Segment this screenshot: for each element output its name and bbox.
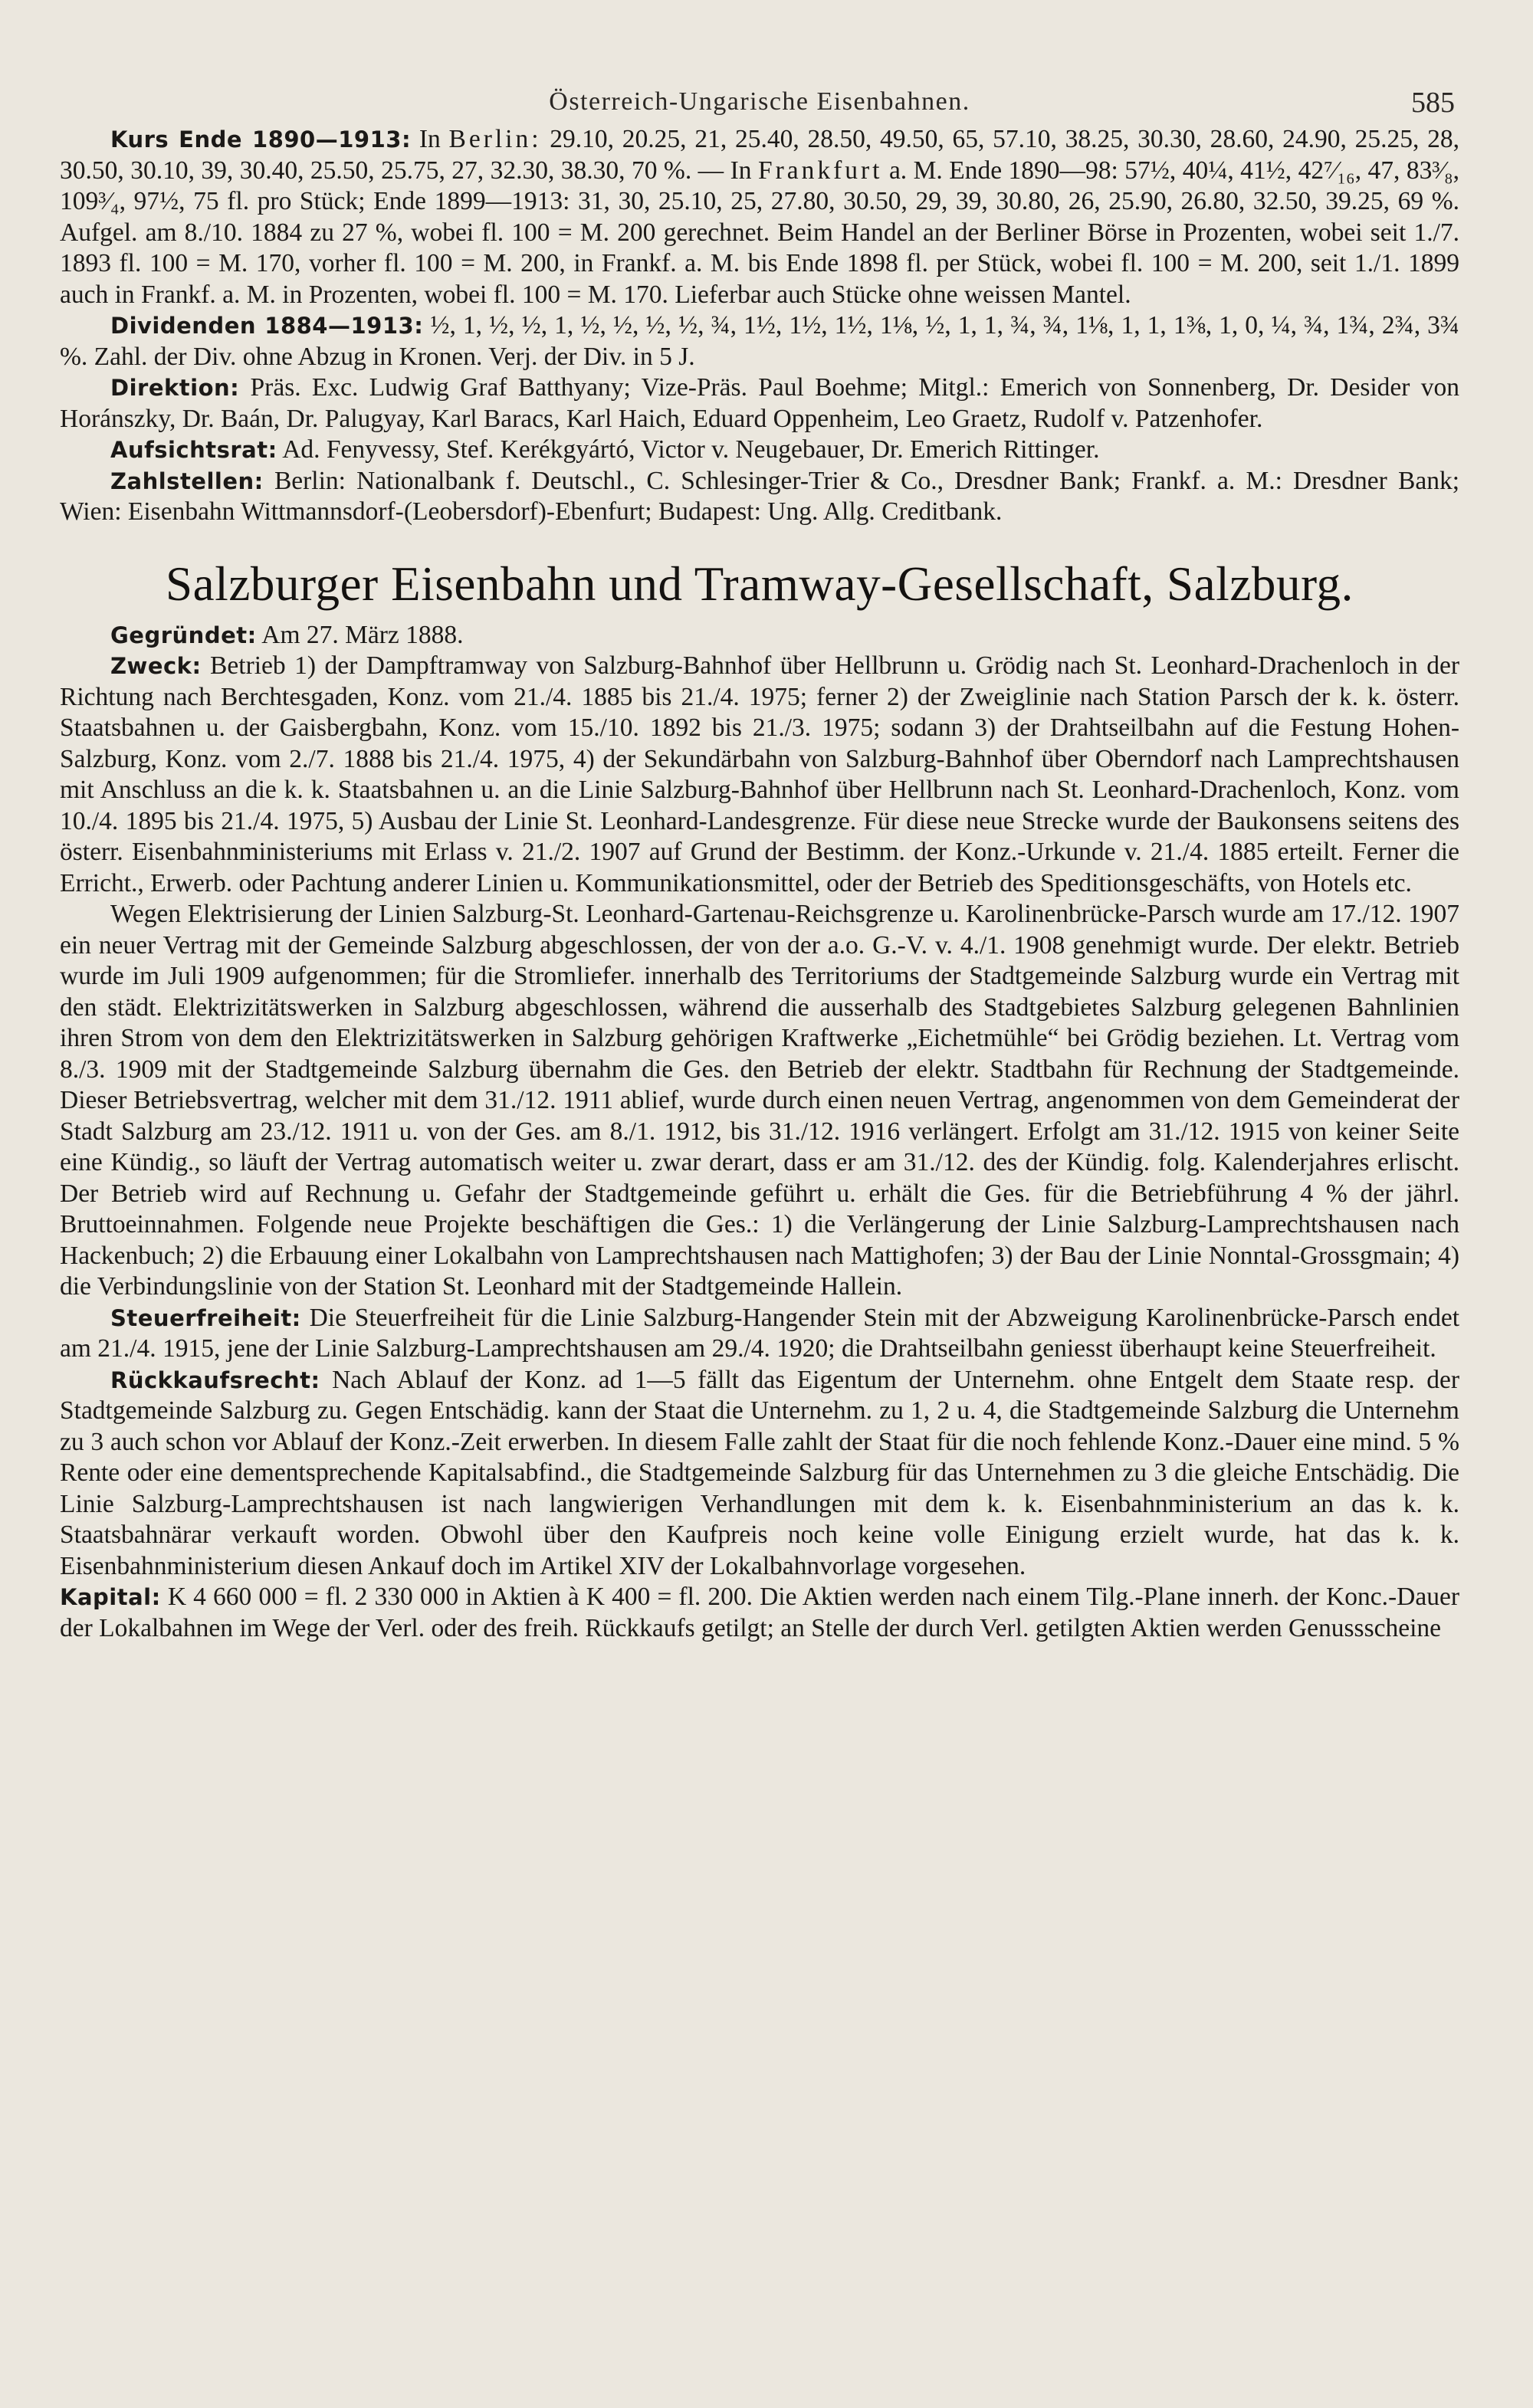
gegruendet-label: Gegründet: [110,622,257,648]
kapital-paragraph [60,1582,1459,1644]
page-number: 585 [1411,87,1455,119]
gegruendet-text: Am 27. März 1888. [261,620,464,649]
kurs-frankfurt: Frankfurt [757,156,883,185]
aufsichtsrat-paragraph [60,435,1459,466]
dividenden-text: ½, 1, ½, ½, 1, ½, ½, ½, ½, ¾, 1½, 1½, 1½, 1⅛, ½, 1, 1, ¾, ¾, 1⅛, 1, 1, 1⅜, 1, 0, ¼, ¾, 1¾, 2¾, 3¾ %. Zahl. der Div. ohne Abzug in Kronen. Verj. der Div. in 5 J. [60,311,1460,371]
kapital-label: Kapital: [60,1584,161,1610]
direktion-label: Direktion: [110,375,240,401]
dividenden-label: Dividenden 1884—1913: [110,313,424,339]
steuerfreiheit-text: Die Steuerfreiheit für die Linie Salzburg-Hangender Stein mit der Abzweigung Karolinenbrücke-Parsch endet am 21./4. 1915, jene der Linie Salzburg-Lamprechtshausen am 29./4. 1920; die Drahtseilbahn geniesst überhaupt keine Steuerfreiheit. [60,1303,1459,1363]
kurs-label: Kurs Ende 1890—1913: [110,126,412,153]
previous-company-section [60,124,1459,528]
kapital-text: K 4 660 000 = fl. 2 330 000 in Aktien à K 400 = fl. 200. Die Aktien werden nach einem Tilg.-Plane innerh. der Konc.-Dauer der Lokalbahnen im Wege der Verl. oder des freih. Rückkaufs getilgt; an Stelle der durch Verl. getilgten Aktien werden Genussscheine [60,1583,1459,1642]
elektrisierung-paragraph: Wegen Elektrisierung der Linien Salzburg-St. Leonhard-Gartenau-Reichsgrenze u. Karolinenbrücke-Parsch wurde am 17./12. 1907 ein neuer Vertrag mit der Gemeinde Salzburg abgeschlossen, der von der a.o. G.-V. v. 4./1. 1908 genehmigt wurde. Der elektr. Betrieb wurde im Juli 1909 aufgenommen; für die Stromliefer. innerhalb des Territoriums der Stadtgemeinde Salzburg wurde ein Vertrag mit den städt. Elektrizitätswerken in Salzburg abgeschlossen, während die ausserhalb des Stadtgebietes Salzburg gelegenen Bahnlinien ihren Strom von dem den Elektrizitätswerken in Salzburg gehörigen Kraftwerke „Eichetmühle“ bei Grödig beziehen. Lt. Vertrag vom 8./3. 1909 mit der Stadtgemeinde Salzburg übernahm die Ges. den Betrieb der elektr. Stadtbahn für Rechnung der Stadtgemeinde. Dieser Betriebsvertrag, welcher mit dem 31./12. 1911 ablief, wurde durch einen neuen Vertrag, angenommen von dem Gemeinderat der Stadt Salzburg am 23./12. 1911 u. von der Ges. am 8./1. 1912, bis 31./12. 1916 verlängert. Erfolgt am 31./12. 1915 von keiner Seite eine Kündig., so läuft der Vertrag automatisch weiter u. zwar derart, dass er am 31./12. des der Kündig. folg. Kalenderjahres erlischt. Der Betrieb wird auf Rechnung u. Gefahr der Stadtgemeinde geführt u. erhält die Ges. für die Betriebführung 4 % der jährl. Bruttoeinnahmen. Folgende neue Projekte beschäftigen die Ges.: 1) die Verlängerung der Linie Salzburg-Lamprechtshausen nach Hackenbuch; 2) die Erbauung einer Lokalbahn von Lamprechtshausen nach Mattighofen; 3) der Bau der Linie Nonntal-Grossgmain; 4) die Verbindungslinie von der Station St. Leonhard mit der Stadtgemeinde Hallein. [60,900,1459,1301]
company-section [60,620,1459,1645]
kurs-text-c: a. M. Ende 1890—98: 57½, 40¼, 41½, 42⁷⁄₁₆, 47, 83³⁄₈, 109³⁄₄, 97½, 75 fl. pro Stück; Ende 1899—1913: 31, 30, 25.10, 25, 27.80, 30.50, 29, 39, 30.80, 26, 25.90, 26.80, 32.50, 39.25, 69 %. Aufgel. am 8./10. 1884 zu 27 %, wobei fl. 100 = M. 200 gerechnet. Beim Handel an der Berliner Börse in Prozenten, wobei seit 1./7. 1893 fl. 100 = M. 170, vorher fl. 100 = M. 200, in Frankf. a. M. bis Ende 1898 fl. per Stück, wobei fl. 100 = M. 200, seit 1./1. 1899 auch in Frankf. a. M. in Prozenten, wobei fl. 100 = M. 170. Lieferbar auch Stücke ohne weissen Mantel. [60,156,1460,309]
zahlstellen-paragraph [60,466,1459,528]
zweck-text: Betrieb 1) der Dampftramway von Salzburg-Bahnhof über Hellbrunn u. Grödig nach St. Leonhard-Drachenloch in der Richtung nach Berchtesgaden, Konz. vom 21./4. 1885 bis 21./4. 1975; ferner 2) der Zweiglinie nach Station Parsch der k. k. österr. Staatsbahnen u. der Gaisbergbahn, Konz. vom 15./10. 1892 bis 21./3. 1975; sodann 3) der Drahtseilbahn auf die Festung Hohen-Salzburg, Konz. vom 2./7. 1888 bis 21./4. 1975, 4) der Sekundärbahn von Salzburg-Bahnhof über Oberndorf nach Lamprechtshausen mit Anschluss an die k. k. Staatsbahnen u. an die Linie Salzburg-Bahnhof über Hellbrunn nach St. Leonhard-Drachenloch, Konz. vom 10./4. 1895 bis 21./4. 1975, 5) Ausbau der Linie St. Leonhard-Landesgrenze. Für diese neue Strecke wurde der Baukonsens seitens des österr. Eisenbahnministeriums mit Erlass v. 21./2. 1907 auf Grund der Bestimm. der Konz.-Urkunde v. 21./4. 1885 erteilt. Ferner die Erricht., Erwerb. oder Pachtung anderer Linien u. Kommunikationsmittel, oder der Betrieb des Speditionsgeschäfts, von Hotels etc. [60,651,1459,897]
rueckkaufsrecht-paragraph [60,1365,1459,1583]
direktion-text: Präs. Exc. Ludwig Graf Batthyany; Vize-Präs. Paul Boehme; Mitgl.: Emerich von Sonnenberg, Dr. Desider von Horánszky, Dr. Baán, Dr. Palugyay, Karl Baracs, Karl Haich, Eduard Oppenheim, Leo Graetz, Rudolf v. Patzenhofer. [60,373,1459,433]
zweck-label: Zweck: [110,653,202,679]
gegruendet-paragraph [60,620,1459,651]
aufsichtsrat-label: Aufsichtsrat: [110,437,277,463]
company-title: Salzburger Eisenbahn und Tramway-Gesellschaft, Salzburg. [166,556,1354,611]
kurs-text-a: In [419,125,441,153]
zahlstellen-text: Berlin: Nationalbank f. Deutschl., C. Schlesinger-Trier & Co., Dresdner Bank; Frankf. a. M.: Dresdner Bank; Wien: Eisenbahn Wittmannsdorf-(Leobersdorf)-Ebenfurt; Budapest: Ung. Allg. Creditbank. [60,466,1459,526]
direktion-paragraph [60,372,1459,435]
rueckkaufsrecht-label: Rückkaufsrecht: [110,1366,320,1393]
running-title: Österreich-Ungarische Eisenbahnen. [549,87,970,116]
kurs-paragraph [60,124,1459,310]
kurs-text-b: 29.10, 20.25, 21, 25.40, 28.50, 49.50, 65, 57.10, 38.25, 30.30, 28.60, 24.90, 25.25, 28, 30.50, 30.10, 39, 30.40, 25.50, 25.75, 27, 32.30, 38.30, 70 %. — In [60,125,1460,185]
running-header [60,71,1459,124]
dividenden-paragraph [60,310,1459,372]
rueckkaufsrecht-text: Nach Ablauf der Konz. ad 1—5 fällt das Eigentum der Unternehm. ohne Entgelt dem Staate resp. der Stadtgemeinde Salzburg zu. Gegen Entschädig. kann der Staat die Unternehm. zu 1, 2 u. 4, die Stadtgemeinde Salzburg die Unternehm zu 3 auch schon vor Ablauf der Konz.-Zeit erwerben. In diesem Falle zahlt der Staat für die noch fehlende Konz.-Dauer eine mind. 5 % Rente oder eine dementsprechende Kapitalsabfind., die Stadtgemeinde Salzburg für das Unternehmen zu 3 die gleiche Entschädig. Die Linie Salzburg-Lamprechtshausen ist nach langwierigen Verhandlungen mit dem k. k. Eisenbahnministerium an das k. k. Staatsbahnärar verkauft worden. Obwohl über den Kaufpreis noch keine volle Einigung erzielt wurde, hat das k. k. Eisenbahnministerium diesen Ankauf doch im Artikel XIV der Lokalbahnvorlage vorgesehen. [60,1365,1459,1580]
steuerfreiheit-paragraph [60,1303,1459,1365]
steuerfreiheit-label: Steuerfreiheit: [110,1304,301,1331]
zahlstellen-label: Zahlstellen: [110,467,264,494]
aufsichtsrat-text: Ad. Fenyvessy, Stef. Kerékgyártó, Victor v. Neugebauer, Dr. Emerich Rittinger. [282,435,1100,464]
kurs-berlin: Berlin: [448,125,542,153]
zweck-paragraph [60,651,1459,899]
